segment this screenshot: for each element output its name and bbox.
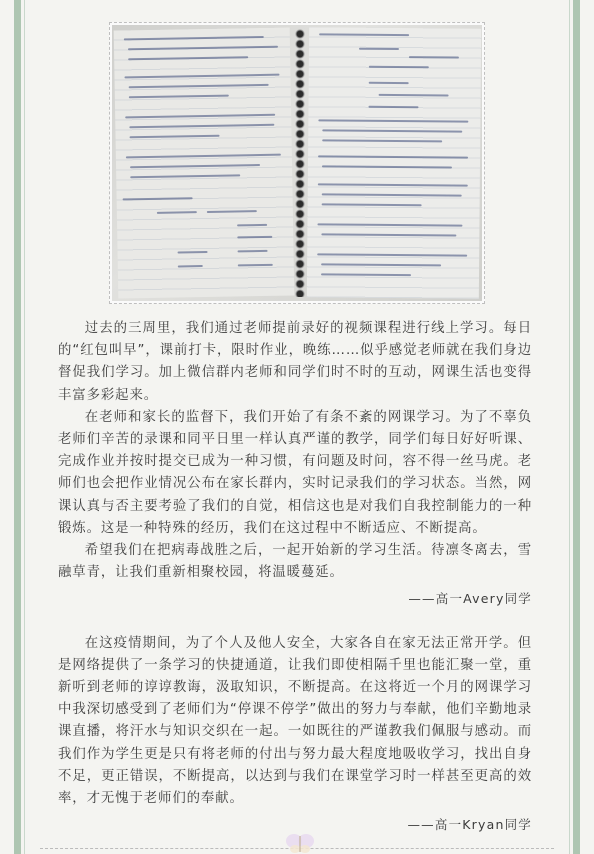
paragraph-1: 过去的三周里，我们通过老师提前录好的视频课程进行线上学习。每日的“红包叫早”，课前打卡，限时作业，晚练……似乎感觉老师就在我们身边督促我们学习。加上微信群内老师和同学们时不时的互动，网课生活也变得丰富多彩起来。 bbox=[58, 321, 532, 403]
right-inner-line bbox=[569, 0, 570, 854]
left-frame-border bbox=[14, 0, 21, 854]
notebook-left-page bbox=[114, 27, 295, 298]
left-inner-line bbox=[24, 0, 25, 854]
paragraph-4: 在这疫情期间，为了个人及他人安全，大家各自在家无法正常开学。但是网络提供了一条学习的快捷通道，让我们即使相隔千里也能汇聚一堂，重新听到老师的谆谆教诲，汲取知识，不断提高。在这将近一个月的网课学习中我深切感受到了老师们为“停课不停学”做出的努力与奉献，他们辛勤地录课直播，将汗水与知识交织在一起。一如既往的严谨教我们佩服与感动。而我们作为学生更是只有将老师的付出与努力最大程度地吸收学习，找出自身不足，更正错误，不断提高，以达到与我们在课堂学习时一样甚至更高的效率，才无愧于老师们的奉献。 bbox=[58, 635, 532, 807]
notebook-image bbox=[112, 25, 482, 301]
paragraph-2: 在老师和家长的监督下，我们开始了有条不紊的网课学习。为了不辜负老师们辛苦的录课和同平日里一样认真严谨的教学，同学们每日好好听课、完成作业并按时提交已成为一种习惯，有问题及时问，容不得一丝马虎。老师们也会把作业情况公布在家长群内，实时记录我们的学习状态。当然，网课认真与否主要考验了我们的自觉，相信这也是对我们自我控制能力的一种锻炼。这是一种特殊的经历，我们在这过程中不断适应、不断提高。 bbox=[58, 409, 532, 536]
signature-kryan: ——高一Kryan同学 bbox=[407, 817, 532, 833]
right-frame-border bbox=[573, 0, 580, 854]
article-body bbox=[58, 318, 532, 836]
butterfly-icon bbox=[285, 832, 315, 854]
notebook-right-page bbox=[307, 27, 481, 298]
signature-avery: ——高一Avery同学 bbox=[408, 591, 532, 607]
notebook-photo bbox=[109, 22, 485, 304]
paragraph-3: 希望我们在把病毒战胜之后，一起开始新的学习生活。待凛冬离去，雪融草青，让我们重新相聚校园，将温暖蔓延。 bbox=[58, 543, 532, 581]
